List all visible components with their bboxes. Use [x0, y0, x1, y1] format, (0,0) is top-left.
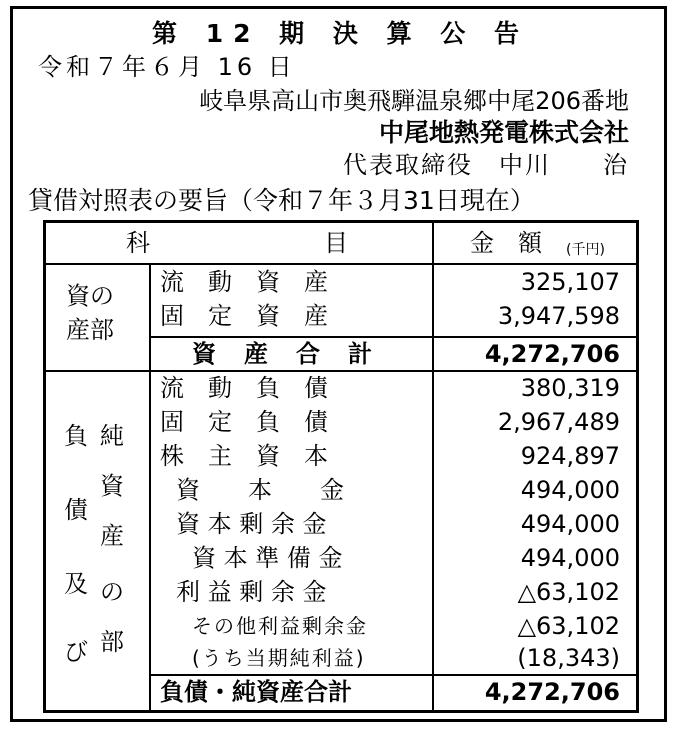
- section-divider: [149, 263, 151, 710]
- row-value: △63,102: [517, 612, 620, 640]
- liabilities-total-separator: [149, 674, 636, 676]
- header-amount: 金 額: [470, 229, 542, 257]
- row-label: 資 産 合 計: [192, 340, 374, 368]
- net-label-3: 産: [100, 522, 124, 550]
- row-label: 固 定 負 債: [160, 408, 328, 436]
- liab-label-1: 負: [64, 422, 88, 450]
- row-value: 4,272,706: [484, 340, 620, 368]
- row-label: 流 動 負 債: [160, 374, 328, 402]
- assets-section-separator: [46, 370, 636, 372]
- notice-date: 令和７年６月 16 日: [38, 53, 296, 81]
- row-label: 流 動 資 産: [160, 268, 328, 296]
- table-header: [46, 223, 636, 265]
- row-label: 株 主 資 本: [160, 442, 328, 470]
- row-value: △63,102: [517, 578, 620, 606]
- row-value: 380,319: [520, 374, 620, 402]
- row-value: 3,947,598: [497, 302, 620, 330]
- row-value: 494,000: [520, 510, 620, 538]
- header-subject-1: 科: [126, 229, 150, 257]
- header-unit: (千円): [566, 242, 605, 258]
- row-label: (うち当期純利益): [192, 646, 366, 670]
- row-value: 325,107: [520, 268, 620, 296]
- row-label: 利 益 剰 余 金: [176, 578, 327, 606]
- row-value: 924,897: [520, 442, 620, 470]
- assets-total-separator: [149, 336, 636, 338]
- net-label-2: 資: [100, 472, 124, 500]
- assets-section-label-1: 資の: [66, 282, 114, 310]
- company-name: 中尾地熱発電株式会社: [378, 118, 629, 147]
- row-label: 固 定 資 産: [160, 302, 328, 330]
- net-label-4: の: [100, 578, 124, 606]
- liab-label-4: び: [64, 638, 88, 666]
- net-label-5: 部: [100, 628, 124, 656]
- liab-label-3: 及: [64, 570, 88, 598]
- net-label-1: 純: [100, 422, 124, 450]
- assets-section-label-2: 産部: [66, 316, 114, 344]
- row-value: 494,000: [520, 544, 620, 572]
- row-label: 資 本 準 備 金: [192, 544, 343, 572]
- row-value: 2,967,489: [497, 408, 620, 436]
- representative: 代表取締役 中川 治: [343, 151, 629, 179]
- header-subject-2: 目: [324, 229, 348, 257]
- row-value: (18,343): [517, 644, 620, 672]
- row-label: その他利益剰余金: [192, 614, 368, 638]
- notice-title: 第 12 期 決 算 公 告: [151, 19, 529, 48]
- liab-label-2: 債: [64, 496, 88, 524]
- row-value: 4,272,706: [484, 678, 620, 706]
- balance-sheet-table: [43, 220, 639, 713]
- row-label: 負債・純資産合計: [160, 678, 352, 706]
- balance-sheet-title: 貸借対照表の要旨（令和７年３月31日現在）: [28, 186, 535, 215]
- amount-divider: [432, 223, 434, 710]
- row-label: 資 本 剰 余 金: [176, 510, 327, 538]
- row-label: 資 本 金: [176, 476, 344, 504]
- row-value: 494,000: [520, 476, 620, 504]
- company-address: 岐阜県高山市奥飛騨温泉郷中尾206番地: [199, 87, 629, 115]
